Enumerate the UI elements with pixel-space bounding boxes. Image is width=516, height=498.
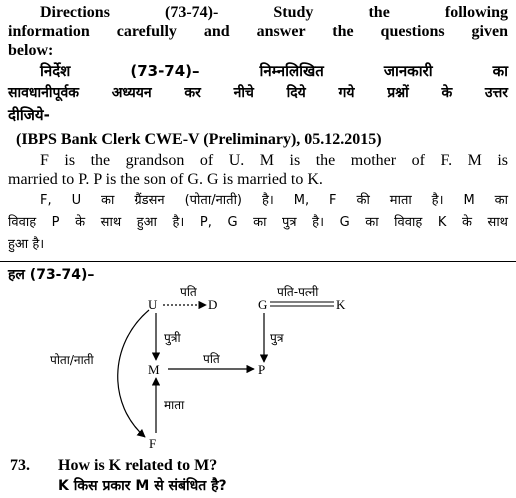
node-k: K	[336, 297, 346, 312]
label-g-k: पति-पत्नी	[277, 285, 319, 299]
node-m: M	[148, 362, 160, 377]
directions-english-line-1: Directions (73-74)- Study the following	[40, 4, 508, 21]
label-u-f: पोता/नाती	[50, 353, 94, 367]
edge-u-f	[118, 310, 149, 437]
passage-hindi-line-2: विवाह P के साथ हुआ है। P, G का पुत्र है। G का विवाह K के साथ	[8, 215, 508, 230]
label-g-p: पुत्र	[270, 331, 284, 345]
node-g: G	[258, 297, 268, 312]
passage-english-line-2: married to P. P is the son of G. G is married to K.	[8, 171, 323, 188]
question-english: How is K related to M?	[58, 457, 218, 474]
node-p: P	[258, 362, 266, 377]
passage-english-line-1: F is the grandson of U. M is the mother of F. M is	[40, 152, 508, 169]
question-hindi: K किस प्रकार M से संबंधित है?	[58, 478, 227, 494]
source-citation: (IBPS Bank Clerk CWE-V (Preliminary), 05.12.2015)	[16, 131, 382, 148]
directions-english-line-2: information carefully and answer the questions given	[8, 23, 508, 40]
directions-hindi-line-1: निर्देश (73-74)– निम्नलिखित जानकारी का	[40, 62, 508, 80]
node-u: U	[148, 297, 158, 312]
directions-hindi-line-3: दीजिये-	[8, 106, 50, 124]
label-f-m: माता	[164, 398, 185, 412]
label-u-d: पति	[180, 285, 197, 299]
label-m-p: पति	[203, 352, 220, 366]
node-d: D	[208, 297, 218, 312]
directions-hindi-line-2: सावधानीपूर्वक अध्ययन कर नीचे दिये गये प्रश्नों के उत्तर	[8, 85, 508, 101]
question-number: 73.	[10, 457, 30, 474]
passage-hindi-line-3: हुआ है।	[8, 237, 45, 252]
passage-hindi-line-1: F, U का ग्रैंडसन (पोता/नाती) है। M, F की माता है। M का	[40, 193, 508, 208]
label-u-m: पुत्री	[164, 331, 181, 345]
node-f: F	[149, 436, 157, 451]
directions-english-line-3: below:	[8, 42, 54, 59]
solution-heading: हल (73-74)–	[8, 267, 95, 283]
